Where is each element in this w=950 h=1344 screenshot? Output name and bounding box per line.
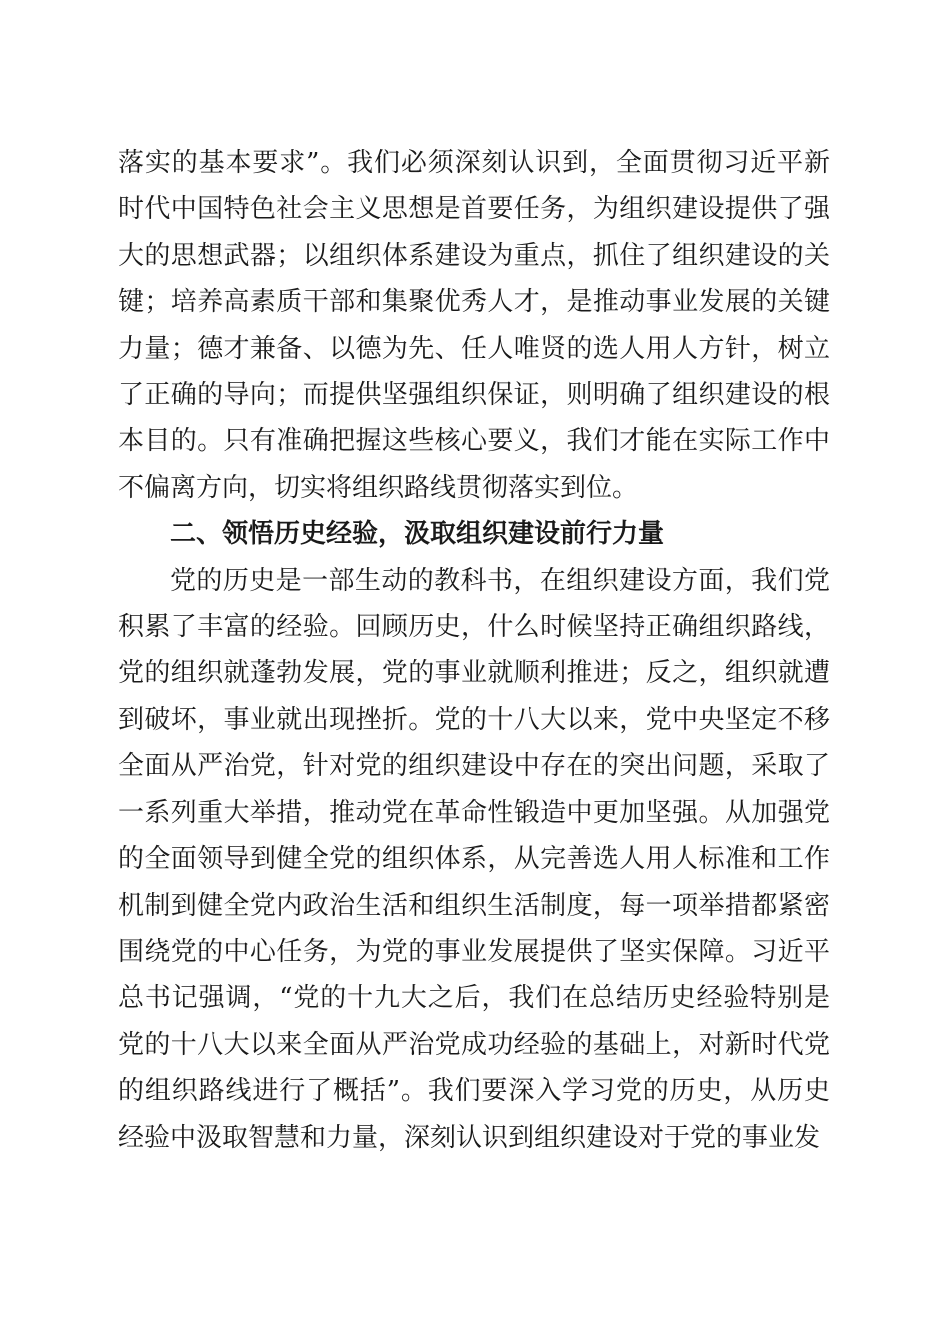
paragraph-history: 党的历史是一部生动的教科书，在组织建设方面，我们党积累了丰富的经验。回顾历史，什么时候坚持正确组织路线，党的组织就蓬勃发展，党的事业就顺利推进；反之，组织就遭到破坏，事业就出现挫折。党的十八大以来，党中央坚定不移全面从严治党，针对党的组织建设中存在的突出问题，采取了一系列重大举措，推动党在革命性锻造中更加坚强。从加强党的全面领导到健全党的组织体系，从完善选人用人标准和工作机制到健全党内政治生活和组织生活制度，每一项举措都紧密围绕党的中心任务，为党的事业发展提供了坚实保障。习近平总书记强调，“党的十九大之后，我们在总结历史经验特别是党的十八大以来全面从严治党成功经验的基础上，对新时代党的组织路线进行了概括”。我们要深入学习党的历史，从历史经验中汲取智慧和力量，深刻认识到组织建设对于党的事业发 [118,565,830,1153]
paragraph-continued: 落实的基本要求”。我们必须深刻认识到，全面贯彻习近平新时代中国特色社会主义思想是首要任务，为组织建设提供了强大的思想武器；以组织体系建设为重点，抓住了组织建设的关键；培养高素质干部和集聚优秀人才，是推动事业发展的关键力量；德才兼备、以德为先、任人唯贤的选人用人方针，树立了正确的导向；而提供坚强组织保证，则明确了组织建设的根本目的。只有准确把握这些核心要义，我们才能在实际工作中不偏离方向，切实将组织路线贯彻落实到位。 [118,148,830,503]
section-heading: 二、领悟历史经验，汲取组织建设前行力量 [170,519,665,550]
document-body [118,140,830,1161]
